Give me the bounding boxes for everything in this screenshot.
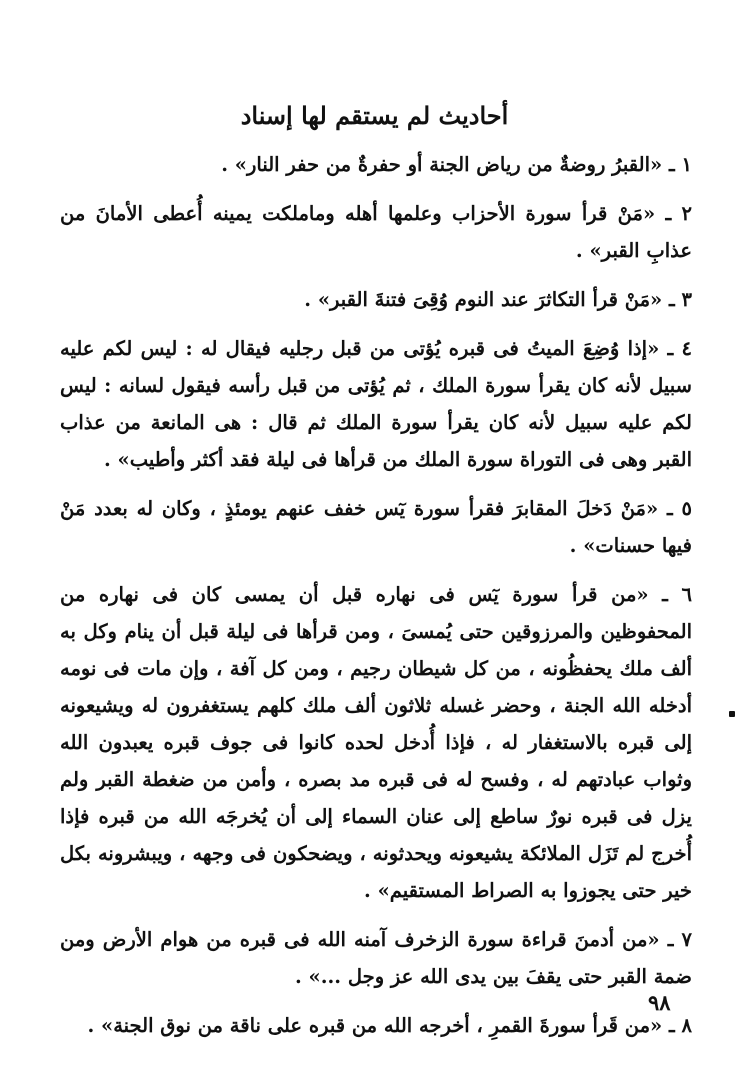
hadith-number: ٢	[681, 202, 692, 225]
hadith-item-6: ٦ ـ «من قرأ سورة يٓس فى نهاره قبل أن يمسى كان فى نهاره من المحفوظين والمرزوقين حتى يُمسىَ ، ومن قرأها فى ليلة قبل أن ينام وكل به ألف ملك يحفظُونه ، من كل شيطان رجيم ، ومن كل آفة ، وإن مات فى نومه أدخله الله الجنة ، وحضر غسله ثلاثون ألف ملك كلهم يستغفرون له ويشيعونه إلى قبره بالاستغفار له ، فإذا أُدخل لحده كانوا فى جوف قبره يعبدون الله وثواب عبادتهم له ، وفسح له فى قبره مد بصره ، وأمن من ضغطة القبر ولم يزل فى قبره نورٌ ساطع إلى عنان السماء إلى أن يُخرجَه الله من قبره فإذا أُخرج لم تَزَل الملائكة يشيعونه ويحدثونه ، ويضحكون فى وجهه ، ويبشرونه بكل خير حتى يجوزوا به الصراط المستقيم» .	[60, 583, 692, 902]
hadith-number: ٣	[681, 288, 692, 311]
hadith-number: ١	[681, 153, 692, 176]
hadith-text: «من قرأ سورة يٓس فى نهاره قبل أن يمسى كان فى نهاره من المحفوظين والمرزوقين حتى يُمسىَ ، ومن قرأها فى ليلة قبل أن ينام وكل به ألف ملك يحفظُونه ، من كل شيطان رجيم ، ومن كل آفة ، وإن مات فى نومه أدخله الله الجنة ، وحضر غسله ثلاثون ألف ملك كلهم يستغفرون له ويشيعونه إلى قبره بالاستغفار له ، فإذا أُدخل لحده كانوا فى جوف قبره يعبدون الله وثواب عبادتهم له ، وفسح له فى قبره مد بصره ، وأمن من ضغطة القبر ولم يزل فى قبره نورٌ ساطع إلى عنان السماء إلى أن يُخرجَه الله من قبره فإذا أُخرج لم تَزَل الملائكة يشيعونه ويحدثونه ، ويضحكون فى وجهه ، ويبشرونه بكل خير حتى يجوزوا به الصراط المستقيم» .	[60, 583, 692, 902]
hadith-text: «القبرُ روضةٌ من رياض الجنة أو حفرةٌ من حفر النار» .	[221, 153, 663, 176]
page-title: أحاديث لم يستقم لها إسناد	[240, 101, 509, 130]
hadith-number: ٥	[681, 497, 692, 520]
hadith-item-4: ٤ ـ «إذا وُضِعَ الميتُ فى قبره يُؤتى من قبل رجليه فيقال له : ليس لكم عليه سبيل لأنه كان يقرأ سورة الملك ، ثم يُؤتى من قبل رأسه فيقول لسانه : ليس لكم عليه سبيل لأنه كان يقرأ سورة الملك ثم قال : هى المانعة من عذاب القبر وهى فى التوراة سورة الملك من قرأها فى ليلة فقد أكثر وأطيب» .	[60, 337, 692, 471]
hadith-text: «من قَرأ سورةَ القمرِ ، أخرجه الله من قبره على ناقة من نوق الجنة» .	[87, 1014, 663, 1037]
hadith-item-2: ٢ ـ «مَنْ قرأ سورة الأحزاب وعلمها أهله وماملكت يمينه أُعطى الأمانَ من عذابِ القبر» .	[60, 202, 692, 262]
hadith-item-1: ١ ـ «القبرُ روضةٌ من رياض الجنة أو حفرةٌ من حفر النار» .	[221, 153, 692, 176]
hadith-item-8: ٨ ـ «من قَرأ سورةَ القمرِ ، أخرجه الله من قبره على ناقة من نوق الجنة» .	[87, 1014, 692, 1037]
hadith-number: ٧	[681, 928, 693, 951]
hadith-text: «إذا وُضِعَ الميتُ فى قبره يُؤتى من قبل رجليه فيقال له : ليس لكم عليه سبيل لأنه كان يقرأ سورة الملك ، ثم يُؤتى من قبل رأسه فيقول لسانه : ليس لكم عليه سبيل لأنه كان يقرأ سورة الملك ثم قال : هى المانعة من عذاب القبر وهى فى التوراة سورة الملك من قرأها فى ليلة فقد أكثر وأطيب» .	[60, 337, 692, 471]
hadith-item-3: ٣ ـ «مَنْ قرأ التكاثرَ عند النوم وُقِىَ فتنةَ القبر» .	[304, 288, 692, 311]
page-number: ٩٨	[648, 990, 671, 1015]
hadith-text: «مَنْ قرأ التكاثرَ عند النوم وُقِىَ فتنةَ القبر» .	[304, 288, 663, 311]
hadith-list	[60, 146, 692, 1056]
hadith-text: «مَنْ قرأ سورة الأحزاب وعلمها أهله وماملكت يمينه أُعطى الأمانَ من عذابِ القبر» .	[60, 202, 692, 262]
hadith-item-7: ٧ ـ «من أدمنَ قراءة سورة الزخرف آمنه الله فى قبره من هوام الأرض ومن ضمة القبر حتى يقفَ بين يدى الله عز وجل ...» .	[60, 928, 693, 988]
hadith-number: ٦	[681, 583, 692, 606]
hadith-item-5: ٥ ـ «مَنْ دَخلَ المقابرَ فقرأ سورة يٓس خفف عنهم يومئذٍ ، وكان له بعدد مَنْ فيها حسنات» .	[60, 497, 692, 557]
hadith-text: «من أدمنَ قراءة سورة الزخرف آمنه الله فى قبره من هوام الأرض ومن ضمة القبر حتى يقفَ بين يدى الله عز وجل ...» .	[60, 928, 692, 988]
hadith-number: ٨	[681, 1014, 692, 1037]
margin-mark	[729, 711, 735, 717]
hadith-text: «مَنْ دَخلَ المقابرَ فقرأ سورة يٓس خفف عنهم يومئذٍ ، وكان له بعدد مَنْ فيها حسنات» .	[60, 497, 692, 557]
hadith-number: ٤	[681, 337, 692, 360]
